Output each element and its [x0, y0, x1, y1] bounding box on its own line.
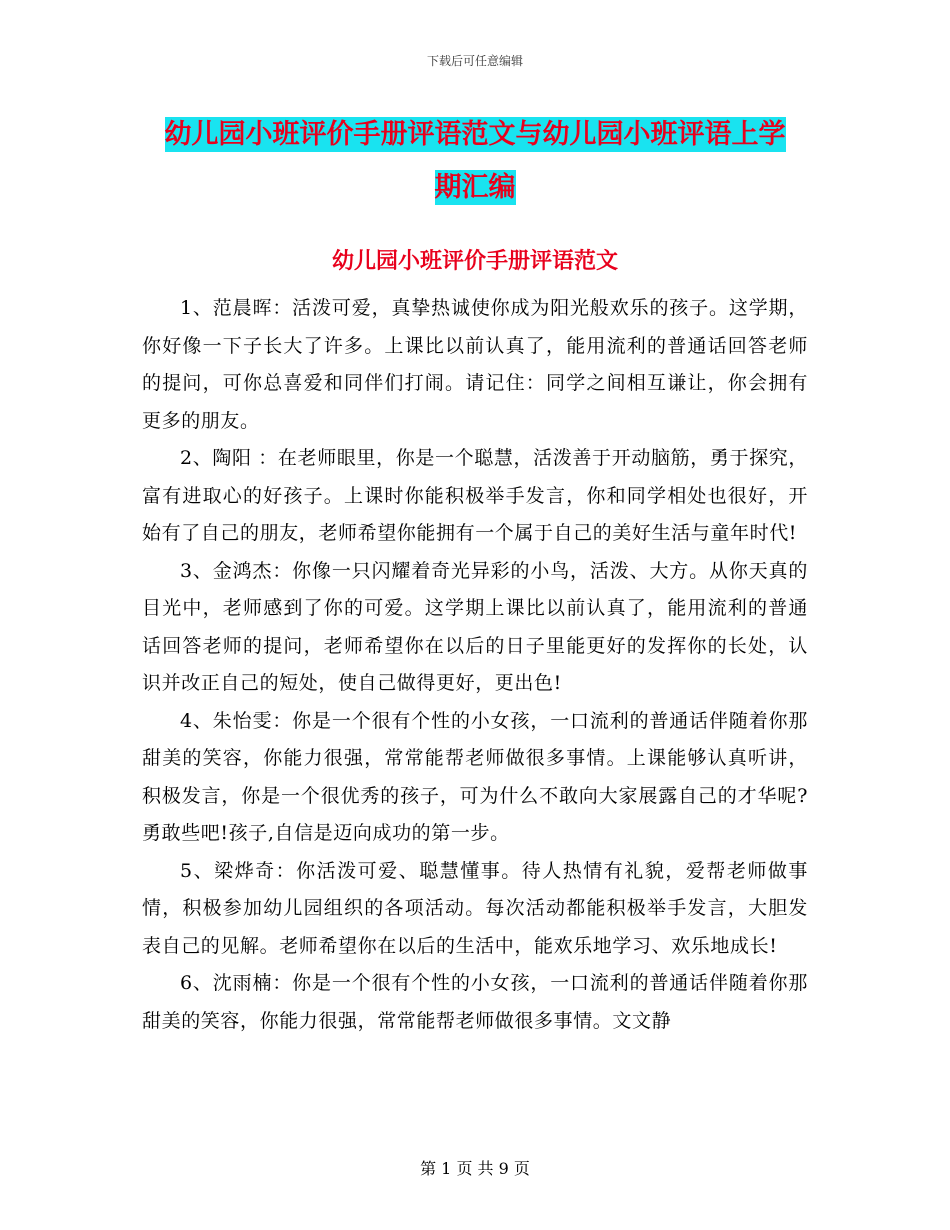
paragraph: 5、梁烨奇：你活泼可爱、聪慧懂事。待人热情有礼貌，爱帮老师做事情，积极参加幼儿园组织的各项活动。每次活动都能积极举手发言，大胆发表自己的见解。老师希望你在以后的生活中，能欢乐地学习、欢乐地成长! [142, 859, 808, 957]
paragraph: 6、沈雨楠：你是一个很有个性的小女孩，一口流利的普通话伴随着你那甜美的笑容，你能力很强，常常能帮老师做很多事情。文文静 [142, 972, 808, 1032]
paragraph: 2、陶阳 ：在老师眼里，你是一个聪慧，活泼善于开动脑筋，勇于探究，富有进取心的好孩子。上课时你能积极举手发言，你和同学相处也很好，开始有了自己的朋友，老师希望你能拥有一个属于自己的美好生活与童年时代! [142, 447, 808, 544]
document-body [142, 290, 808, 1040]
document-title-line-1: 幼儿园小班评价手册评语范文与幼儿园小班评语上学 [164, 119, 786, 150]
paragraph: 1、范晨晖：活泼可爱，真挚热诚使你成为阳光般欢乐的孩子。这学期，你好像一下子长大了许多。上课比以前认真了，能用流利的普通话回答老师的提问，可你总喜爱和同伴们打闹。请记住：同学之间相互谦让，你会拥有更多的朋友。 [142, 297, 808, 432]
page-number-footer: 第 1 页 共 9 页 [420, 1159, 530, 1178]
document-title [0, 108, 950, 214]
paragraph: 3、金鸿杰：你像一只闪耀着奇光异彩的小鸟，活泼、大方。从你天真的目光中，老师感到了你的可爱。这学期上课比以前认真了，能用流利的普通话回答老师的提问，老师希望你在以后的日子里能更好的发挥你的长处，认识并改正自己的短处，使自己做得更好，更出色! [142, 559, 808, 694]
document-title-line-2: 期汇编 [434, 172, 516, 203]
section-title: 幼儿园小班评价手册评语范文 [331, 249, 618, 274]
paragraph: 4、朱怡雯：你是一个很有个性的小女孩，一口流利的普通话伴随着你那甜美的笑容，你能力很强，常常能帮老师做很多事情。上课能够认真听讲，积极发言，你是一个很优秀的孩子，可为什么不敢向大家展露自己的才华呢?勇敢些吧!孩子,自信是迈向成功的第一步。 [142, 709, 808, 844]
header-note: 下载后可任意编辑 [426, 54, 523, 68]
